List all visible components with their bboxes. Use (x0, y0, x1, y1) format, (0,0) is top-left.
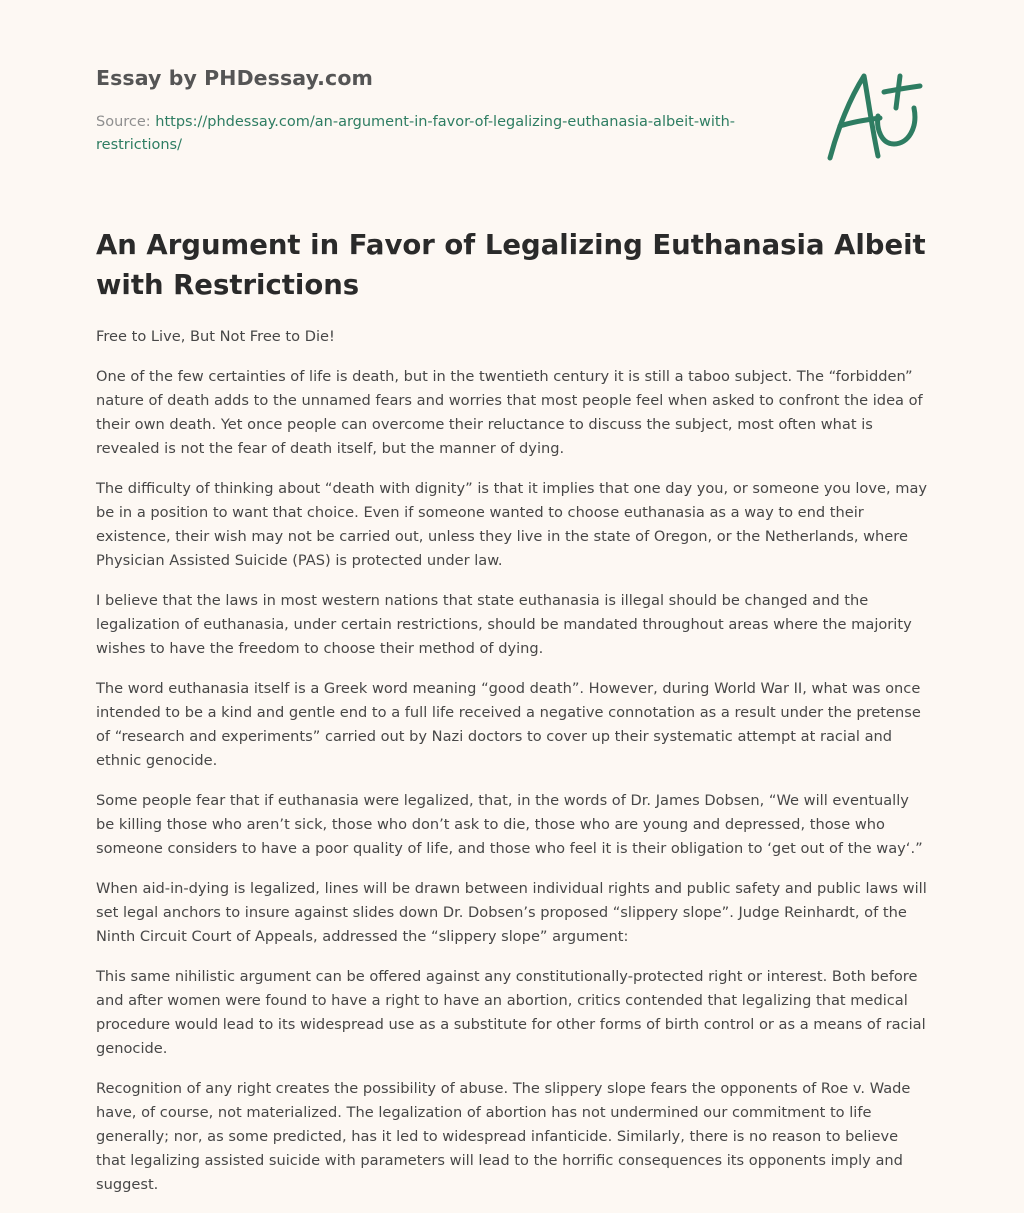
article-paragraph: Recognition of any right creates the possibility of abuse. The slippery slope fears the opponents of Roe v. Wade have, of course, not materialized. The legalization of abortion has not undermined our commitment to life generally; nor, as some predicted, has it led to widespread infanticide. Similarly, there is no reason to believe that legalizing assisted suicide with parameters will lead to the horrific consequences its opponents imply and suggest. (96, 1080, 911, 1193)
a-plus-grade-icon (822, 68, 930, 168)
source-label: Source: (96, 114, 151, 130)
article-paragraph: When aid-in-dying is legalized, lines will be drawn between individual rights and public safety and public laws will set legal anchors to insure against slides down Dr. Dobsen’s proposed “slippery slope”. Judge Reinhardt, of the Ninth Circuit Court of Appeals, addressed the “slippery slope” argument: (96, 880, 927, 945)
article-body (96, 325, 928, 1213)
article-paragraph: The word euthanasia itself is a Greek word meaning “good death”. However, during World War II, what was once intended to be a kind and gentle end to a full life received a negative connotation as a result under the pretense of “research and experiments” carried out by Nazi doctors to cover up their systematic attempt at racial and ethnic genocide. (96, 680, 921, 769)
article-paragraph: Free to Live, But Not Free to Die! (96, 328, 335, 345)
article-paragraph: This same nihilistic argument can be offered against any constitutionally-protected right or interest. Both before and after women were found to have a right to have an abortion, critics contended that legalizing that medical procedure would lead to its widespread use as a substitute for other forms of birth control or as a means of racial genocide. (96, 968, 926, 1057)
article-title: An Argument in Favor of Legalizing Euthanasia Albeit with Restrictions (96, 229, 926, 301)
site-brand: Essay by PHDessay.com (96, 66, 373, 90)
article-paragraph: One of the few certainties of life is death, but in the twentieth century it is still a taboo subject. The “forbidden” nature of death adds to the unnamed fears and worries that most people feel when asked to confront the idea of their own death. Yet once people can overcome their reluctance to discuss the subject, most often what is revealed is not the fear of death itself, but the manner of dying. (96, 368, 923, 457)
article-paragraph: Some people fear that if euthanasia were legalized, that, in the words of Dr. James Dobsen, “We will eventually be killing those who aren’t sick, those who don’t ask to die, those who are young and depressed, those who someone considers to have a poor quality of life, and those who feel it is their obligation to ‘get out of the way‘.” (96, 792, 923, 857)
article-paragraph: The difficulty of thinking about “death with dignity” is that it implies that one day you, or someone you love, may be in a position to want that choice. Even if someone wanted to choose euthanasia as a way to end their existence, their wish may not be carried out, unless they live in the state of Oregon, or the Netherlands, where Physician Assisted Suicide (PAS) is protected under law. (96, 480, 928, 569)
source-line (96, 111, 736, 157)
article-paragraph: I believe that the laws in most western nations that state euthanasia is illegal should be changed and the legalization of euthanasia, under certain restrictions, should be mandated throughout areas where the majority wishes to have the freedom to choose their method of dying. (96, 592, 912, 657)
source-link[interactable]: https://phdessay.com/an-argument-in-favor-of-legalizing-euthanasia-albeit-with-restrictions/ (96, 114, 736, 153)
